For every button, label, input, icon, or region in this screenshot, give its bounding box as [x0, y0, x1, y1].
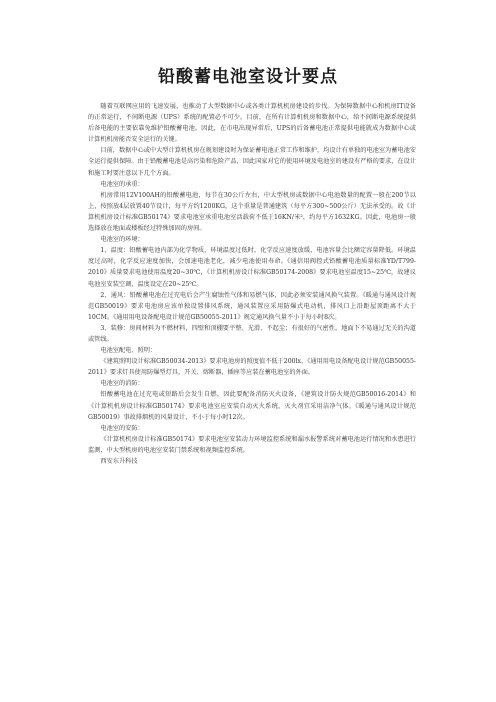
paragraph-decoration: 3、装修：房间材料为不燃材料，四壁和顶棚要平整、光滑、不起尘；有很好的气密性。地面下不易通过无关的沟道或管线。 [88, 324, 416, 343]
paragraph-fire-protection: 铅酸蓄电池在过充电或短路后会发生自燃，因此要配备消防灭火设备，《建筑设计防火规范GB50016-2014》和《计算机机房设计标准GB50174》要求电池室应安装自动灭火系统，灭火剂宜采用洁净气体。《暖通与通风设计规范GB50019》事故排烟机的风量设计，不小于每小时12次。 [88, 391, 416, 421]
paragraph-overview: 目前，数据中心或中大型计算机机房在规划建设时为保证蓄电池正常工作和维护，均设计有单独的电池室为蓄电池安全运行提供保障。由于铅酸蓄电池是高污染和危险产品，因此国家对它的使用环境及电池室的建设有严格的要求，在设计和施工时要注意以下几个方面。 [88, 147, 416, 177]
paragraph-load-bearing: 机房常用12V100AH的铅酸蓄电池，每节在30公斤左右，中大型机房或数据中心电池数量的配置一般在200节以上，按照放4层放置40节设计，每平方约1200KG，这个重量是普通建筑（每平方300~500公斤）无法承受的。故《计算机机房设计标准GB50174》要求电池室承重电池室活载荷不低于16KN/米²，约每平方1632KG。因此，电池房一般选择放在地面或楼板经过特殊加固的房间。 [88, 191, 416, 233]
page-title: 铅酸蓄电池室设计要点 [158, 67, 338, 87]
document-body [88, 101, 416, 467]
paragraph-security: 《计算机机房设计标准GB50174》要求电池室安装动力环境监控系统和漏水报警系统对蓄电池运行情况和水患进行监测，中大型机房的电池室安装门禁系统和视频监控系统。 [88, 435, 416, 454]
heading-security: 电池室的安防： [100, 424, 144, 432]
company-signature: 西安东升科技 [100, 458, 138, 465]
paragraph-temperature: 1、温度：铅酸蓄电池内部为化学物质，环境温度过低时，化学反应速度放缓，电池容量会比额定容量降低。环境温度过高时，化学反应速度加快，会加速电池老化，减少电池使用寿命。《通信用阀控式铅酸蓄电池质量标准YD/T799-2010》质量要求电池使用温度20~30℃，《计算机机房设计标准GB50174-2008》要求电池室温度15~25℃，故建议电池室安装空调，温度设定在20~25℃。 [88, 247, 416, 288]
heading-load-bearing: 电池室的承重： [100, 180, 144, 188]
heading-power-lighting: 电池室配电、照明： [100, 347, 157, 355]
paragraph-ventilation: 2、通风：铅酸蓄电池在过充电后会产生腐蚀性气体和易燃气体，因此必须安装通风换气装置。《暖通与通风设计规范GB50019》要求电池房应该单独设置排风系统，通风装置应采用防爆式电动机，排风口上沿距屋顶距离不大于10CM。《通用用电设备配电设计规范GB50055-2011》规定通风换气量不小于每小时8次。 [88, 291, 416, 321]
paragraph-intro: 随着互联网应用的飞速发展，也推动了大型数据中心或各类计算机机房建设的步伐。为保障数据中心和机房IT设备的正常运行，不间断电源（UPS）系统的配置必不可少。目前，在所有计算机机房和数据中心，给不间断电源系统提供后备电能的主要依靠免维护铅酸蓄电池。因此，在市电出现异常后，UPS的后备蓄电池正常提供电能就成为数据中心或计算机机房能否安全运行的关键。 [88, 103, 416, 144]
paragraph-power-lighting: 《建筑照明设计标准GB50034-2013》要求电池房的照度值不低于200lx，《通用用电设备配电设计规范GB50055-2011》要求灯具使用防爆型灯具，开关、熔断器、插座等应装在蓄电池室的外面。 [88, 358, 416, 377]
heading-fire-protection: 电池室的消防： [100, 380, 144, 388]
heading-environment: 电池室的环境： [100, 236, 144, 244]
